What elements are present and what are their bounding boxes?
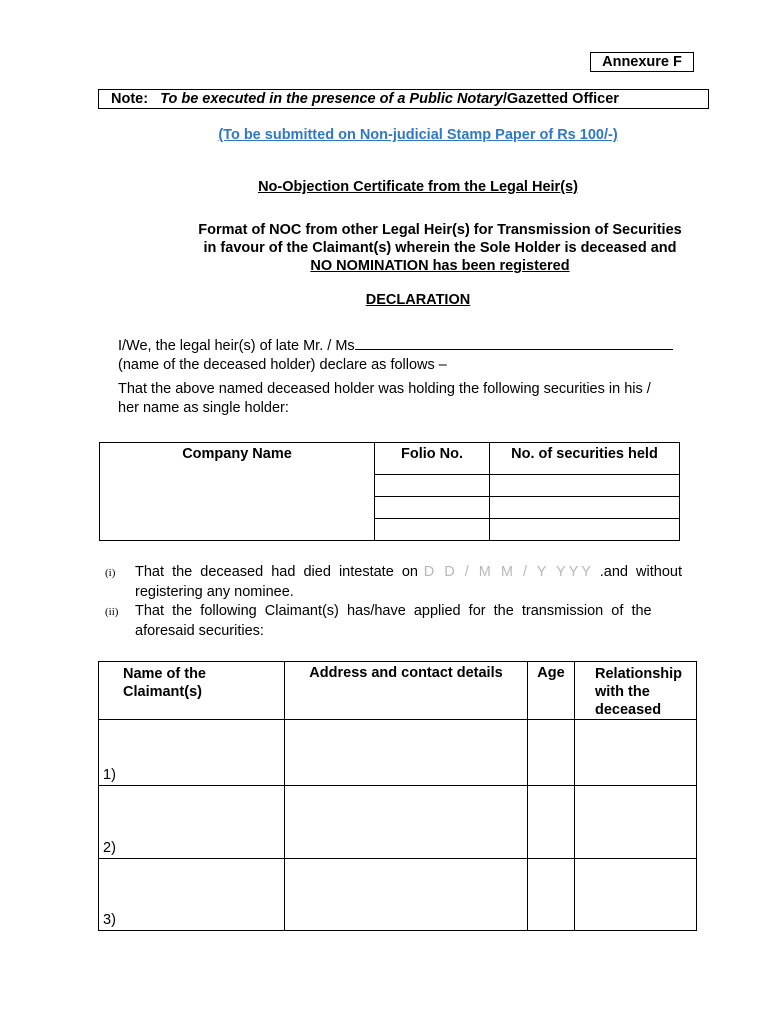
- row-number: 2): [103, 840, 116, 856]
- age-cell[interactable]: [528, 786, 575, 859]
- holding-paragraph: [118, 380, 688, 418]
- row-number: 3): [103, 912, 116, 928]
- relationship-cell[interactable]: [575, 859, 697, 931]
- noc-title: No-Objection Certificate from the Legal Heir(s): [258, 179, 578, 195]
- claimant-name-header: Name of the Claimant(s): [99, 662, 285, 720]
- age-cell[interactable]: [528, 720, 575, 786]
- securities-held-header: No. of securities held: [490, 443, 680, 475]
- intro-line-1: I/We, the legal heir(s) of late Mr. / Ms: [118, 338, 355, 354]
- note-label: Note:: [111, 91, 149, 107]
- list-item: [105, 602, 685, 641]
- address-cell[interactable]: [285, 720, 528, 786]
- securities-table: [99, 442, 680, 541]
- note-italic-text: To be executed in the presence of a Public Notary: [160, 91, 503, 107]
- note-box: [98, 89, 709, 109]
- securities-cell[interactable]: [490, 475, 680, 497]
- format-line-2: in favour of the Claimant(s) wherein the Sole Holder is deceased and: [203, 240, 677, 256]
- item-1-line-2: registering any nominee.: [135, 584, 294, 600]
- list-item: [105, 563, 685, 602]
- item-2-line-2: aforesaid securities:: [135, 623, 264, 639]
- relationship-header: Relationship with the deceased: [575, 662, 697, 720]
- address-header: Address and contact details: [285, 662, 528, 720]
- stamp-paper-note: (To be submitted on Non-judicial Stamp Paper of Rs 100/-): [218, 127, 618, 143]
- roman-numeral: (ii): [105, 606, 119, 618]
- company-name-header: Company Name: [100, 443, 375, 541]
- claimant-name-cell[interactable]: [99, 859, 285, 931]
- holding-line-2: her name as single holder:: [118, 400, 289, 416]
- folio-cell[interactable]: [375, 519, 490, 541]
- item-2-text: That the following Claimant(s) has/have applied for the transmission of the: [135, 603, 652, 619]
- claimant-name-cell[interactable]: [99, 786, 285, 859]
- folio-cell[interactable]: [375, 497, 490, 519]
- claimant-name-cell[interactable]: [99, 720, 285, 786]
- intro-line-2: (name of the deceased holder) declare as follows –: [118, 357, 447, 373]
- securities-cell[interactable]: [490, 497, 680, 519]
- claimant-table: [98, 661, 697, 931]
- format-heading: [150, 221, 730, 275]
- folio-no-header: Folio No.: [375, 443, 490, 475]
- format-line-3: NO NOMINATION has been registered: [310, 258, 570, 274]
- address-cell[interactable]: [285, 786, 528, 859]
- annexure-label: Annexure F: [590, 52, 694, 72]
- item-1-text-end: .and without: [599, 564, 682, 580]
- date-of-death-field[interactable]: D D / M M / Y YYY: [423, 564, 594, 580]
- holding-line-1: That the above named deceased holder was holding the following securities in his /: [118, 381, 651, 397]
- note-rest-text: /Gazetted Officer: [502, 91, 619, 107]
- address-cell[interactable]: [285, 859, 528, 931]
- age-header: Age: [528, 662, 575, 720]
- intro-paragraph: [118, 335, 688, 375]
- relationship-cell[interactable]: [575, 786, 697, 859]
- folio-cell[interactable]: [375, 475, 490, 497]
- row-number: 1): [103, 767, 116, 783]
- relationship-cell[interactable]: [575, 720, 697, 786]
- age-cell[interactable]: [528, 859, 575, 931]
- roman-numeral: (i): [105, 567, 116, 579]
- securities-cell[interactable]: [490, 519, 680, 541]
- item-1-text: That the deceased had died intestate on: [135, 564, 418, 580]
- declaration-heading: DECLARATION: [365, 292, 471, 308]
- format-line-1: Format of NOC from other Legal Heir(s) for Transmission of Securities: [198, 222, 682, 238]
- deceased-name-blank[interactable]: [355, 335, 673, 350]
